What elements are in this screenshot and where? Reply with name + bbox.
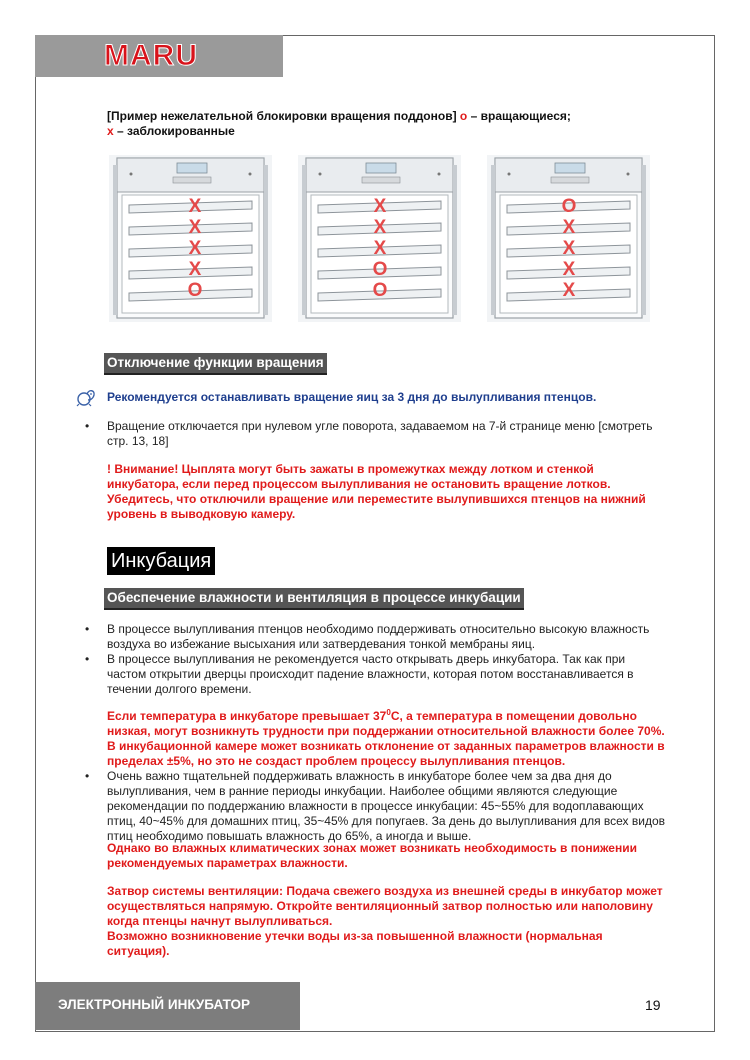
tray-mark: X xyxy=(373,217,387,238)
bullet-text: птиц, 40~45% для домашних птиц, 35~45% для попугаев. За день до вылупливания для всех видов xyxy=(107,814,666,828)
tray-mark: X xyxy=(562,217,576,238)
bullet-text: птиц необходимо повышать влажность до 65%, а иногда и выше. xyxy=(107,829,472,843)
tray-mark: X xyxy=(562,238,576,259)
rotation-recommendation: Рекомендуется останавливать вращение яиц за 3 дня до вылупливания птенцов. xyxy=(107,390,597,404)
warning-text: пределах ±5%, но это не создаст проблем процессу вылупливания птенцов. xyxy=(107,754,566,768)
list-item: • В процессе вылупливания птенцов необходимо поддерживать относительно высокую влажность воздуха во избежание высыхания или затвердевания тонкой мембраны яиц. xyxy=(85,622,650,651)
warning-text: C, а температура в помещении довольно xyxy=(390,709,637,723)
caption-text: [Пример нежелательной блокировки вращения поддонов] xyxy=(107,109,460,123)
tray-mark: O xyxy=(372,280,388,301)
warning-text: низкая, могут возникнуть трудности при поддержании относительной влажности более 70%. xyxy=(107,724,665,738)
warning-text: В инкубационной камере может возникать отклонение от заданных параметров влажности в xyxy=(107,739,665,753)
rotation-warning xyxy=(107,462,646,522)
warning-text: уровень в выводковую камеру. xyxy=(107,507,296,521)
page-number: 19 xyxy=(645,997,661,1013)
bullet-text: В процессе вылупливания не рекомендуется часто открывать дверь инкубатора. Так как при xyxy=(107,652,626,666)
incubator-illustration-2 xyxy=(298,155,461,322)
humidity-bullet-list-2 xyxy=(83,769,665,844)
maru-logo: MARU xyxy=(104,39,198,72)
bullet-text: воздуха во избежание высыхания или затвердевания тонкой мембраны яиц. xyxy=(107,637,536,651)
tray-mark: O xyxy=(372,259,388,280)
rotation-bullet-list xyxy=(83,419,653,449)
list-item: • Очень важно тщательней поддерживать влажность в инкубаторе более чем за два дня до вылупливания, чем в ранние периоды инкубации. Наиболее общими являются следующие рекомендации по поддержанию влажности в процессе инкубации: 45~55% для водоплавающих птиц, 40~45% для домашних птиц, 35~45% для попугаев. За день до вылупливания для всех видов птиц необходимо повышать влажность до 65%, а иногда и выше. xyxy=(85,769,666,843)
footer-title: ЭЛЕКТРОННЫЙ ИНКУБАТОР xyxy=(58,997,250,1012)
caption-text-3: – заблокированные xyxy=(113,124,235,138)
tray-mark: X xyxy=(188,217,202,238)
tray-mark: X xyxy=(188,196,202,217)
bullet-text: Очень важно тщательней поддерживать влажность в инкубаторе более чем за два дня до xyxy=(107,769,612,783)
tray-mark: O xyxy=(187,280,203,301)
bullet-text: течении долгого времени. xyxy=(107,682,252,696)
bullet-text: В процессе вылупливания птенцов необходимо поддерживать относительно высокую влажность xyxy=(107,622,650,636)
warning-text: Возможно возникновение утечки воды из-за повышенной влажности (нормальная xyxy=(107,929,603,943)
warning-text: Убедитесь, что отключили вращение или переместите вылупившихся птенцов на нижний xyxy=(107,492,646,506)
caption-x-symbol: x xyxy=(107,124,114,138)
section-heading-humidity: Обеспечение влажности и вентиляция в процессе инкубации xyxy=(104,588,524,610)
degree-superscript: 0 xyxy=(386,708,391,717)
bullet-text: вылупливания, чем в ранние периоды инкубации. Наиболее общими являются следующие xyxy=(107,784,618,798)
rotation-example-caption xyxy=(107,109,667,139)
humid-climate-note xyxy=(107,841,637,871)
recommendation-icon xyxy=(76,388,98,408)
warning-text: Однако во влажных климатических зонах может возникать необходимость в понижении xyxy=(107,841,637,855)
tray-mark: X xyxy=(373,238,387,259)
tray-mark: X xyxy=(188,259,202,280)
bullet-text: стр. 13, 18] xyxy=(107,434,169,448)
incubator-illustration-1 xyxy=(109,155,272,322)
caption-text-2: – вращающиеся; xyxy=(467,109,571,123)
warning-text: Если температура в инкубаторе превышает 37 xyxy=(107,709,387,723)
warning-text: рекомендуемых параметрах влажности. xyxy=(107,856,348,870)
humidity-bullet-list xyxy=(83,622,649,697)
list-item: • В процессе вылупливания не рекомендуется часто открывать дверь инкубатора. Так как при частом открытии дверцы происходит падение влажности, которая потом восстанавливается в течении долгого времени. xyxy=(85,652,634,696)
tray-mark: X xyxy=(562,259,576,280)
tray-mark: X xyxy=(373,196,387,217)
warning-text: осуществляться напрямую. Откройте вентиляционный затвор полностью или наполовину xyxy=(107,899,653,913)
warning-text: инкубатора, если перед процессом вылупливания не остановить вращение лотков. xyxy=(107,477,611,491)
incubation-heading: Инкубация xyxy=(107,547,215,575)
warning-text: ! Внимание! Цыплята могут быть зажаты в промежутках между лотком и стенкой xyxy=(107,462,594,476)
warning-text: ситуация). xyxy=(107,944,170,958)
tray-mark: X xyxy=(188,238,202,259)
ventilation-note xyxy=(107,884,663,959)
bullet-text: Вращение отключается при нулевом угле поворота, задаваемом на 7-й странице меню [смотреть xyxy=(107,419,653,433)
list-item: • Вращение отключается при нулевом угле поворота, задаваемом на 7-й странице меню [смотреть стр. 13, 18] xyxy=(85,419,653,448)
bullet-text: частом открытии дверцы происходит падение влажности, которая потом восстанавливается в xyxy=(107,667,634,681)
tray-mark: O xyxy=(561,196,577,217)
section-heading-rotation-off: Отключение функции вращения xyxy=(104,353,327,375)
temperature-warning xyxy=(107,709,665,769)
warning-text: Затвор системы вентиляции: Подача свежего воздуха из внешней среды в инкубатор может xyxy=(107,884,663,898)
tray-mark: X xyxy=(562,280,576,301)
caption-o-symbol: o xyxy=(459,109,468,123)
warning-text: когда птенцы начнут вылупливаться. xyxy=(107,914,333,928)
incubator-illustration-3 xyxy=(487,155,650,322)
bullet-text: рекомендации по поддержанию влажности в процессе инкубации: 45~55% для водоплавающих xyxy=(107,799,644,813)
